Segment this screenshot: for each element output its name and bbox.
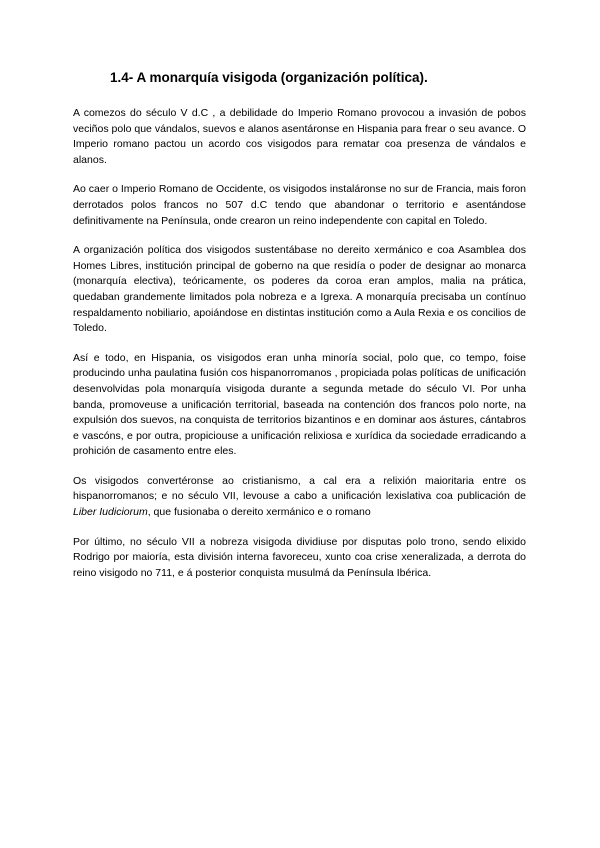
paragraph-christianization-ending: , que fusionaba o dereito xermánico e o romano bbox=[147, 506, 371, 519]
paragraph-invasions: A comezos do século V d.C , a debilidade do Imperio Romano provocou a invasión de pobos veciños polo que vándalos, suevos e alanos asentáronse en Hispania para frear o seu avance. O Imperio romano pactou un acordo cos visigodos para rematar coa presenza de vándalos e alanos. bbox=[73, 107, 526, 166]
liber-iudiciorum-title: Liber Iudiciorum bbox=[73, 506, 148, 519]
paragraph-unification: Así e todo, en Hispania, os visigodos eran unha minoría social, polo que, co tempo, foise producindo unha paulatina fusión cos hispanorromanos , propiciada polas políticas de unificación desenvolvidas pola monarquía visigoda durante a segunda metade do século VI. Por unha banda, promoveuse a unificación territorial, baseada na contención dos francos polo norte, na expulsión dos suevos, na conquista de territorios bizantinos e en dominar aos ástures, cántabros e vascóns, e por outra, propiciouse a unificación relixiosa e xurídica da sociedade erradicando a prohición de casamento entre eles. bbox=[73, 351, 526, 458]
paragraph-christianization bbox=[73, 474, 526, 521]
paragraph-conclusion: Por último, no século VII a nobreza visigoda dividiuse por disputas polo trono, sendo elixido Rodrigo por maioría, esta división interna favoreceu, xunto coa crise xeneralizada, a derrota do reino visigodo no 711, e á posterior conquista musulmá da Península Ibérica. bbox=[73, 535, 526, 579]
paragraph-settlement: Ao caer o Imperio Romano de Occidente, os visigodos instaláronse no sur de Francia, mais foron derrotados polos francos no 507 d.C tendo que abandonar o territorio e asentándose definitivamente na Península, onde crearon un reino independente con capital en Toledo. bbox=[73, 183, 526, 227]
paragraph-christianization-text: Os visigodos convertéronse ao cristianismo, a cal era a relixión maioritaria entre os hispanorromanos; e no século VII, levouse a cabo a unificación lexislativa coa publicación de bbox=[73, 474, 526, 503]
paragraph-political-organization: A organización política dos visigodos sustentábase no dereito xermánico e coa Asamblea dos Homes Libres, institución principal de goberno na que residía o poder de designar ao monarca (monarquía electiva), teóricamente, os poderes da coroa eran amplos, malia na prática, quedaban grandemente limitados pola nobreza e a Igrexa. A monarquía precisaba un contínuo respaldamento nobiliario, apoiándose en distintas institución como a Aula Rexia e os concilios de Toledo. bbox=[73, 244, 526, 335]
document-page bbox=[73, 68, 526, 595]
section-title: 1.4- A monarquía visigoda (organización política). bbox=[110, 70, 428, 85]
